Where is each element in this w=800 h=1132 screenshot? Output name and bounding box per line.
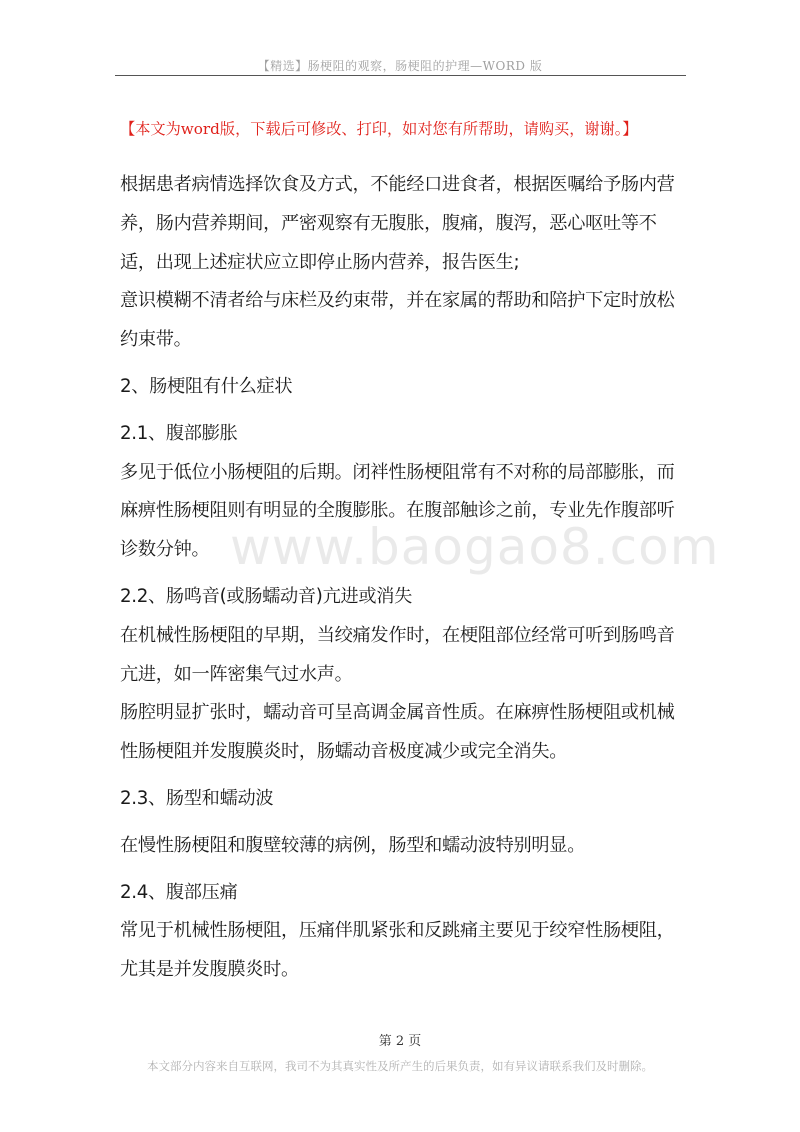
section-heading: 2、肠梗阻有什么症状 — [120, 375, 293, 397]
page-header: 【精选】肠梗阻的观察，肠梗阻的护理—WORD 版 — [257, 59, 543, 73]
paragraph: 意识模糊不清者给与床栏及约束带，并在家属的帮助和陪护下定时放松约束带。 — [120, 290, 675, 351]
subsection-heading: 2.2、肠鸣音(或肠蠕动音)亢进或消失 — [120, 585, 413, 607]
paragraph: 在慢性肠梗阻和腹壁较薄的病例，肠型和蠕动波特别明显。 — [120, 834, 586, 856]
watermark: www.baogao8.com — [230, 518, 720, 576]
page-footer-disclaimer: 本文部分内容来自互联网，我司不为其真实性及所产生的后果负责，如有异议请联系我们及时删除。 — [147, 1059, 653, 1073]
paragraph: 多见于低位小肠梗阻的后期。闭袢性肠梗阻常有不对称的局部膨胀，而麻痹性肠梗阻则有明显的全腹膨胀。在腹部触诊之前，专业先作腹部听诊数分钟。 — [120, 461, 675, 561]
editable-notice: 【本文为word版，下载后可修改、打印，如对您有所帮助，请购买，谢谢。】 — [120, 120, 638, 138]
paragraph: 常见于机械性肠梗阻，压痛伴肌紧张和反跳痛主要见于绞窄性肠梗阻，尤其是并发腹膜炎时。 — [120, 920, 675, 981]
paragraph: 根据患者病情选择饮食及方式，不能经口进食者，根据医嘱给予肠内营养，肠内营养期间，严密观察有无腹胀，腹痛，腹泻，恶心呕吐等不适，出现上述症状应立即停止肠内营养，报告医生; — [120, 174, 675, 273]
header-divider — [115, 75, 686, 76]
subsection-heading: 2.1、腹部膨胀 — [120, 422, 238, 444]
document-body — [120, 166, 688, 990]
paragraph: 肠腔明显扩张时，蠕动音可呈高调金属音性质。在麻痹性肠梗阻或机械性肠梗阻并发腹膜炎时，肠蠕动音极度减少或完全消失。 — [120, 702, 675, 763]
paragraph: 在机械性肠梗阻的早期，当绞痛发作时，在梗阻部位经常可听到肠鸣音亢进，如一阵密集气过水声。 — [120, 624, 675, 685]
page-number: 第 2 页 — [378, 1034, 422, 1049]
subsection-heading: 2.3、肠型和蠕动波 — [120, 787, 274, 809]
subsection-heading: 2.4、腹部压痛 — [120, 881, 238, 903]
